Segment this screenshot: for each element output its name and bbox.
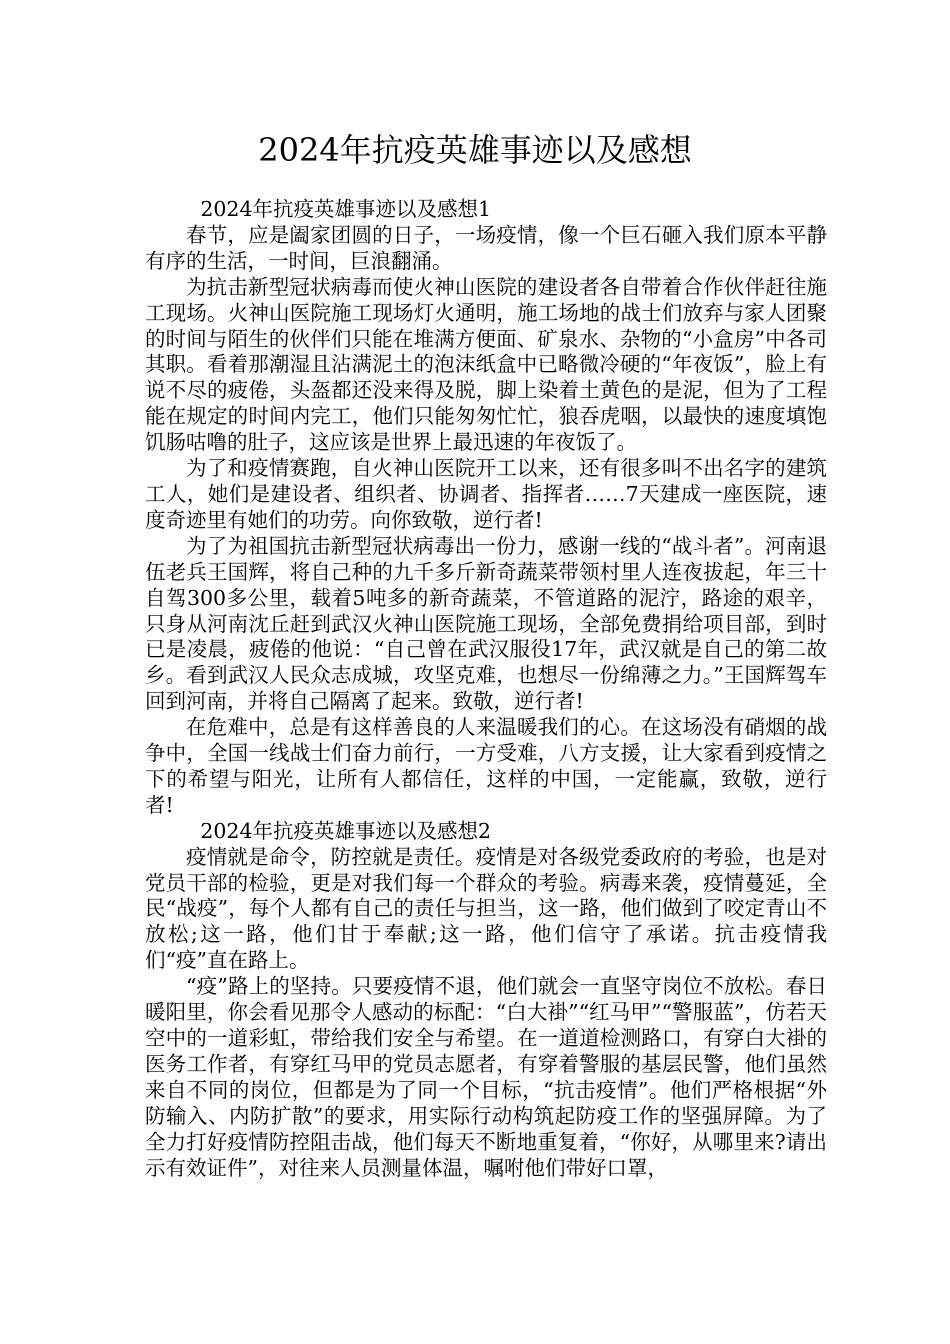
paragraph: “疫”路上的坚持。只要疫情不退，他们就会一直坚守岗位不放松。春日暖阳里，你会看见那令人感动的标配：“白大褂”“红马甲”“警服蓝”，仿若天空中的一道彩虹，带给我们安全与希望。在一道道检测路口，有穿白大褂的医务工作者，有穿红马甲的党员志愿者，有穿着警服的基层民警，他们虽然来自不同的岗位，但都是为了同一个目标，“抗击疫情”。他们严格根据“外防输入、内防扩散”的要求，用实际行动构筑起防疫工作的坚强屏障。为了全力打好疫情防控阻击战，他们每天不断地重复着，“你好，从哪里来?请出示有效证件”，对往来人员测量体温，嘱咐他们带好口罩， [145, 974, 827, 1180]
paragraph: 为了和疫情赛跑，自火神山医院开工以来，还有很多叫不出名字的建筑工人，她们是建设者、组织者、协调者、指挥者……7天建成一座医院，速度奇迹里有她们的功劳。向你致敬，逆行者! [145, 456, 827, 532]
section-heading: 2024年抗疫英雄事迹以及感想1 [200, 197, 492, 221]
document-body [145, 197, 827, 1181]
paragraph: 在危难中，总是有这样善良的人来温暖我们的心。在这场没有硝烟的战争中，全国一线战士们奋力前行，一方受难，八方支援，让大家看到疫情之下的希望与阳光，让所有人都信任，这样的中国，一定能赢，致敬，逆行者! [145, 715, 827, 817]
paragraph: 春节，应是阖家团圆的日子，一场疫情，像一个巨石砸入我们原本平静有序的生活，一时间，巨浪翻涌。 [145, 222, 827, 273]
section-heading: 2024年抗疫英雄事迹以及感想2 [200, 818, 492, 843]
document-title: 2024年抗疫英雄事迹以及感想 [258, 131, 692, 169]
paragraph: 疫情就是命令，防控就是责任。疫情是对各级党委政府的考验，也是对党员干部的检验，更是对我们每一个群众的考验。病毒来袭，疫情蔓延，全民“战疫”，每个人都有自己的责任与担当，这一路，他们做到了咬定青山不放松;这一路，他们甘于奉献;这一路，他们信守了承诺。抗击疫情我们“疫”直在路上。 [145, 844, 827, 973]
paragraph: 为了为祖国抗击新型冠状病毒出一份力，感谢一线的“战斗者”。河南退伍老兵王国辉，将自己种的九千多斤新奇蔬菜带领村里人连夜拔起，年三十自驾300多公里，载着5吨多的新奇蔬菜，不管道路的泥泞，路途的艰辛，只身从河南沈丘赶到武汉火神山医院施工现场，全部免费捐给项目部，到时已是凌晨，疲倦的他说：“自己曾在武汉服役17年，武汉就是自己的第二故乡。看到武汉人民众志成城，攻坚克难，也想尽一份绵薄之力。”王国辉驾车回到河南，并将自己隔离了起来。致敬，逆行者! [145, 533, 827, 714]
paragraph: 为抗击新型冠状病毒而使火神山医院的建设者各自带着合作伙伴赶往施工现场。火神山医院施工现场灯火通明，施工场地的战士们放弃与家人团聚的时间与陌生的伙伴们只能在堆满方便面、矿泉水、杂物的“小盒房”中各司其职。看着那潮湿且沾满泥土的泡沫纸盒中已略微冷硬的“年夜饭”，脸上有说不尽的疲倦，头盔都还没来得及脱，脚上染着土黄色的是泥，但为了工程能在规定的时间内完工，他们只能匆匆忙忙，狼吞虎咽，以最快的速度填饱饥肠咕噜的肚子，这应该是世界上最迅速的年夜饭了。 [145, 274, 827, 455]
